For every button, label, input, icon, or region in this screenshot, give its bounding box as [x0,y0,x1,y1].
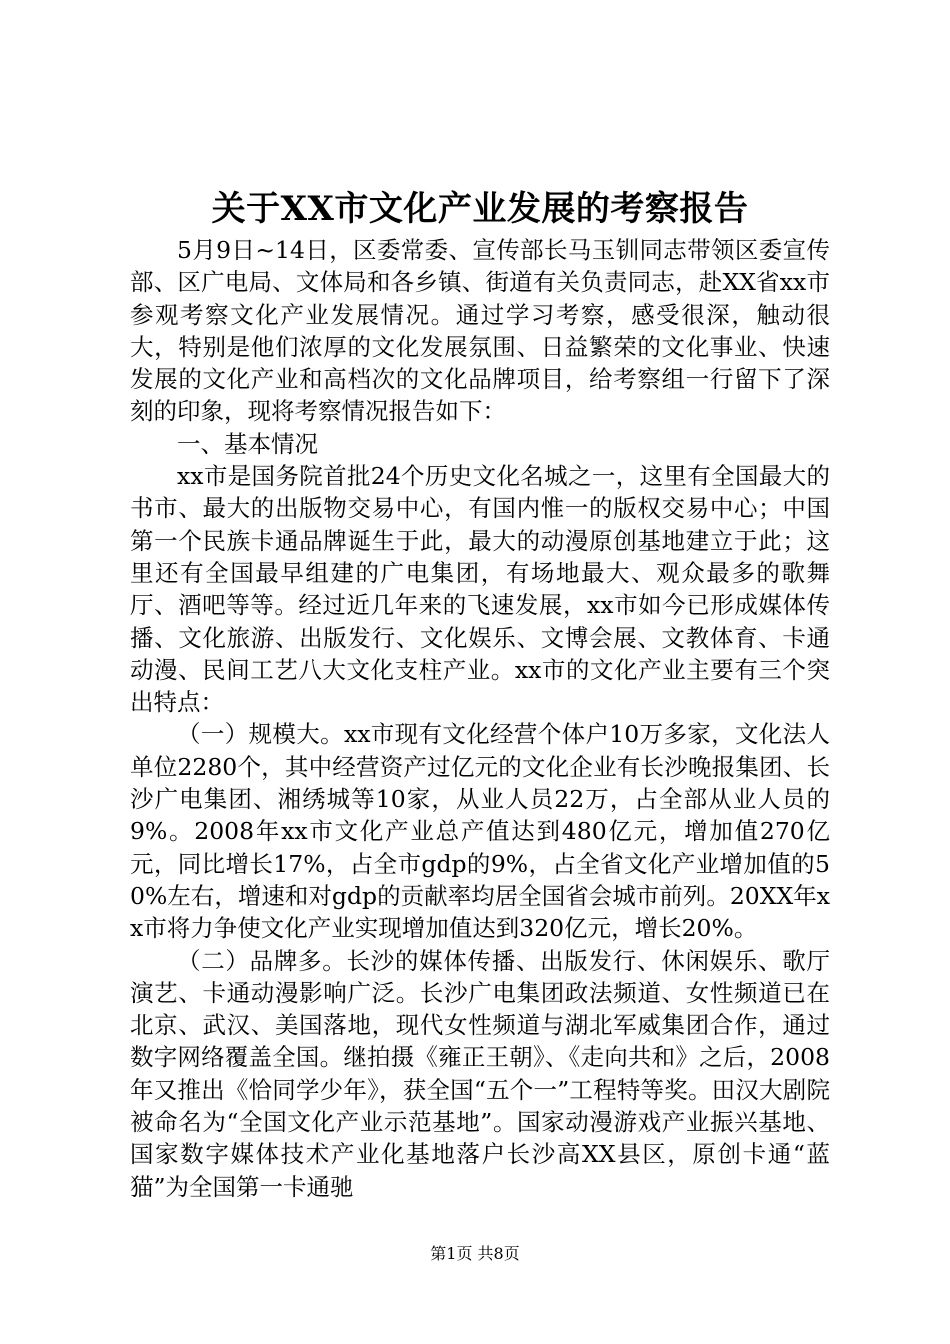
document-body [130,234,830,1203]
document-title: 关于XX市文化产业发展的考察报告 [211,189,749,229]
section-heading-basic-situation: 一、基本情况 [177,429,318,458]
paragraph-city-overview: xx市是国务院首批24个历史文化名城之一，这里有全国最大的书市、最大的出版物交易中心，有国内惟一的版权交易中心；中国第一个民族卡通品牌诞生于此，最大的动漫原创基地建立于此；这里还有全国最早组建的广电集团，有场地最大、观众最多的歌舞厅、酒吧等等。经过近几年来的飞速发展，xx市如今已形成媒体传播、文化旅游、出版发行、文化娱乐、文博会展、文教体育、卡通动漫、民间工艺八大文化支柱产业。xx市的文化产业主要有三个突出特点： [130,462,830,717]
page-number-footer: 第1页 共8页 [430,1244,520,1263]
paragraph-many-brands: （二）品牌多。长沙的媒体传播、出版发行、休闲娱乐、歌厅演艺、卡通动漫影响广泛。长沙广电集团政法频道、女性频道已在北京、武汉、美国落地，现代女性频道与湖北军威集团合作，通过数字网络覆盖全国。继拍摄《雍正王朝》、《走向共和》之后，2008年又推出《恰同学少年》，获全国“五个一”工程特等奖。田汉大剧院被命名为“全国文化产业示范基地”。国家动漫游戏产业振兴基地、国家数字媒体技术产业化基地落户长沙高XX县区，原创卡通“蓝猫”为全国第一卡通驰 [130,946,830,1201]
paragraph-large-scale: （一）规模大。xx市现有文化经营个体户10万多家，文化法人单位2280个，其中经营资产过亿元的文化企业有长沙晚报集团、长沙广电集团、湘绣城等10家，从业人员22万，占全部从业人员的9%。2008年xx市文化产业总产值达到480亿元，增加值270亿元，同比增长17%，占全市gdp的9%，占全省文化产业增加值的50%左右，增速和对gdp的贡献率均居全国省会城市前列。20XX年xx市将力争使文化产业实现增加值达到320亿元，增长20%。 [130,720,831,943]
paragraph-intro: 5月9日~14日，区委常委、宣传部长马玉钏同志带领区委宣传部、区广电局、文体局和各乡镇、街道有关负责同志，赴XX省xx市参观考察文化产业发展情况。通过学习考察，感受很深，触动很大，特别是他们浓厚的文化发展氛围、日益繁荣的文化事业、快速发展的文化产业和高档次的文化品牌项目，给考察组一行留下了深刻的印象，现将考察情况报告如下： [130,236,830,426]
